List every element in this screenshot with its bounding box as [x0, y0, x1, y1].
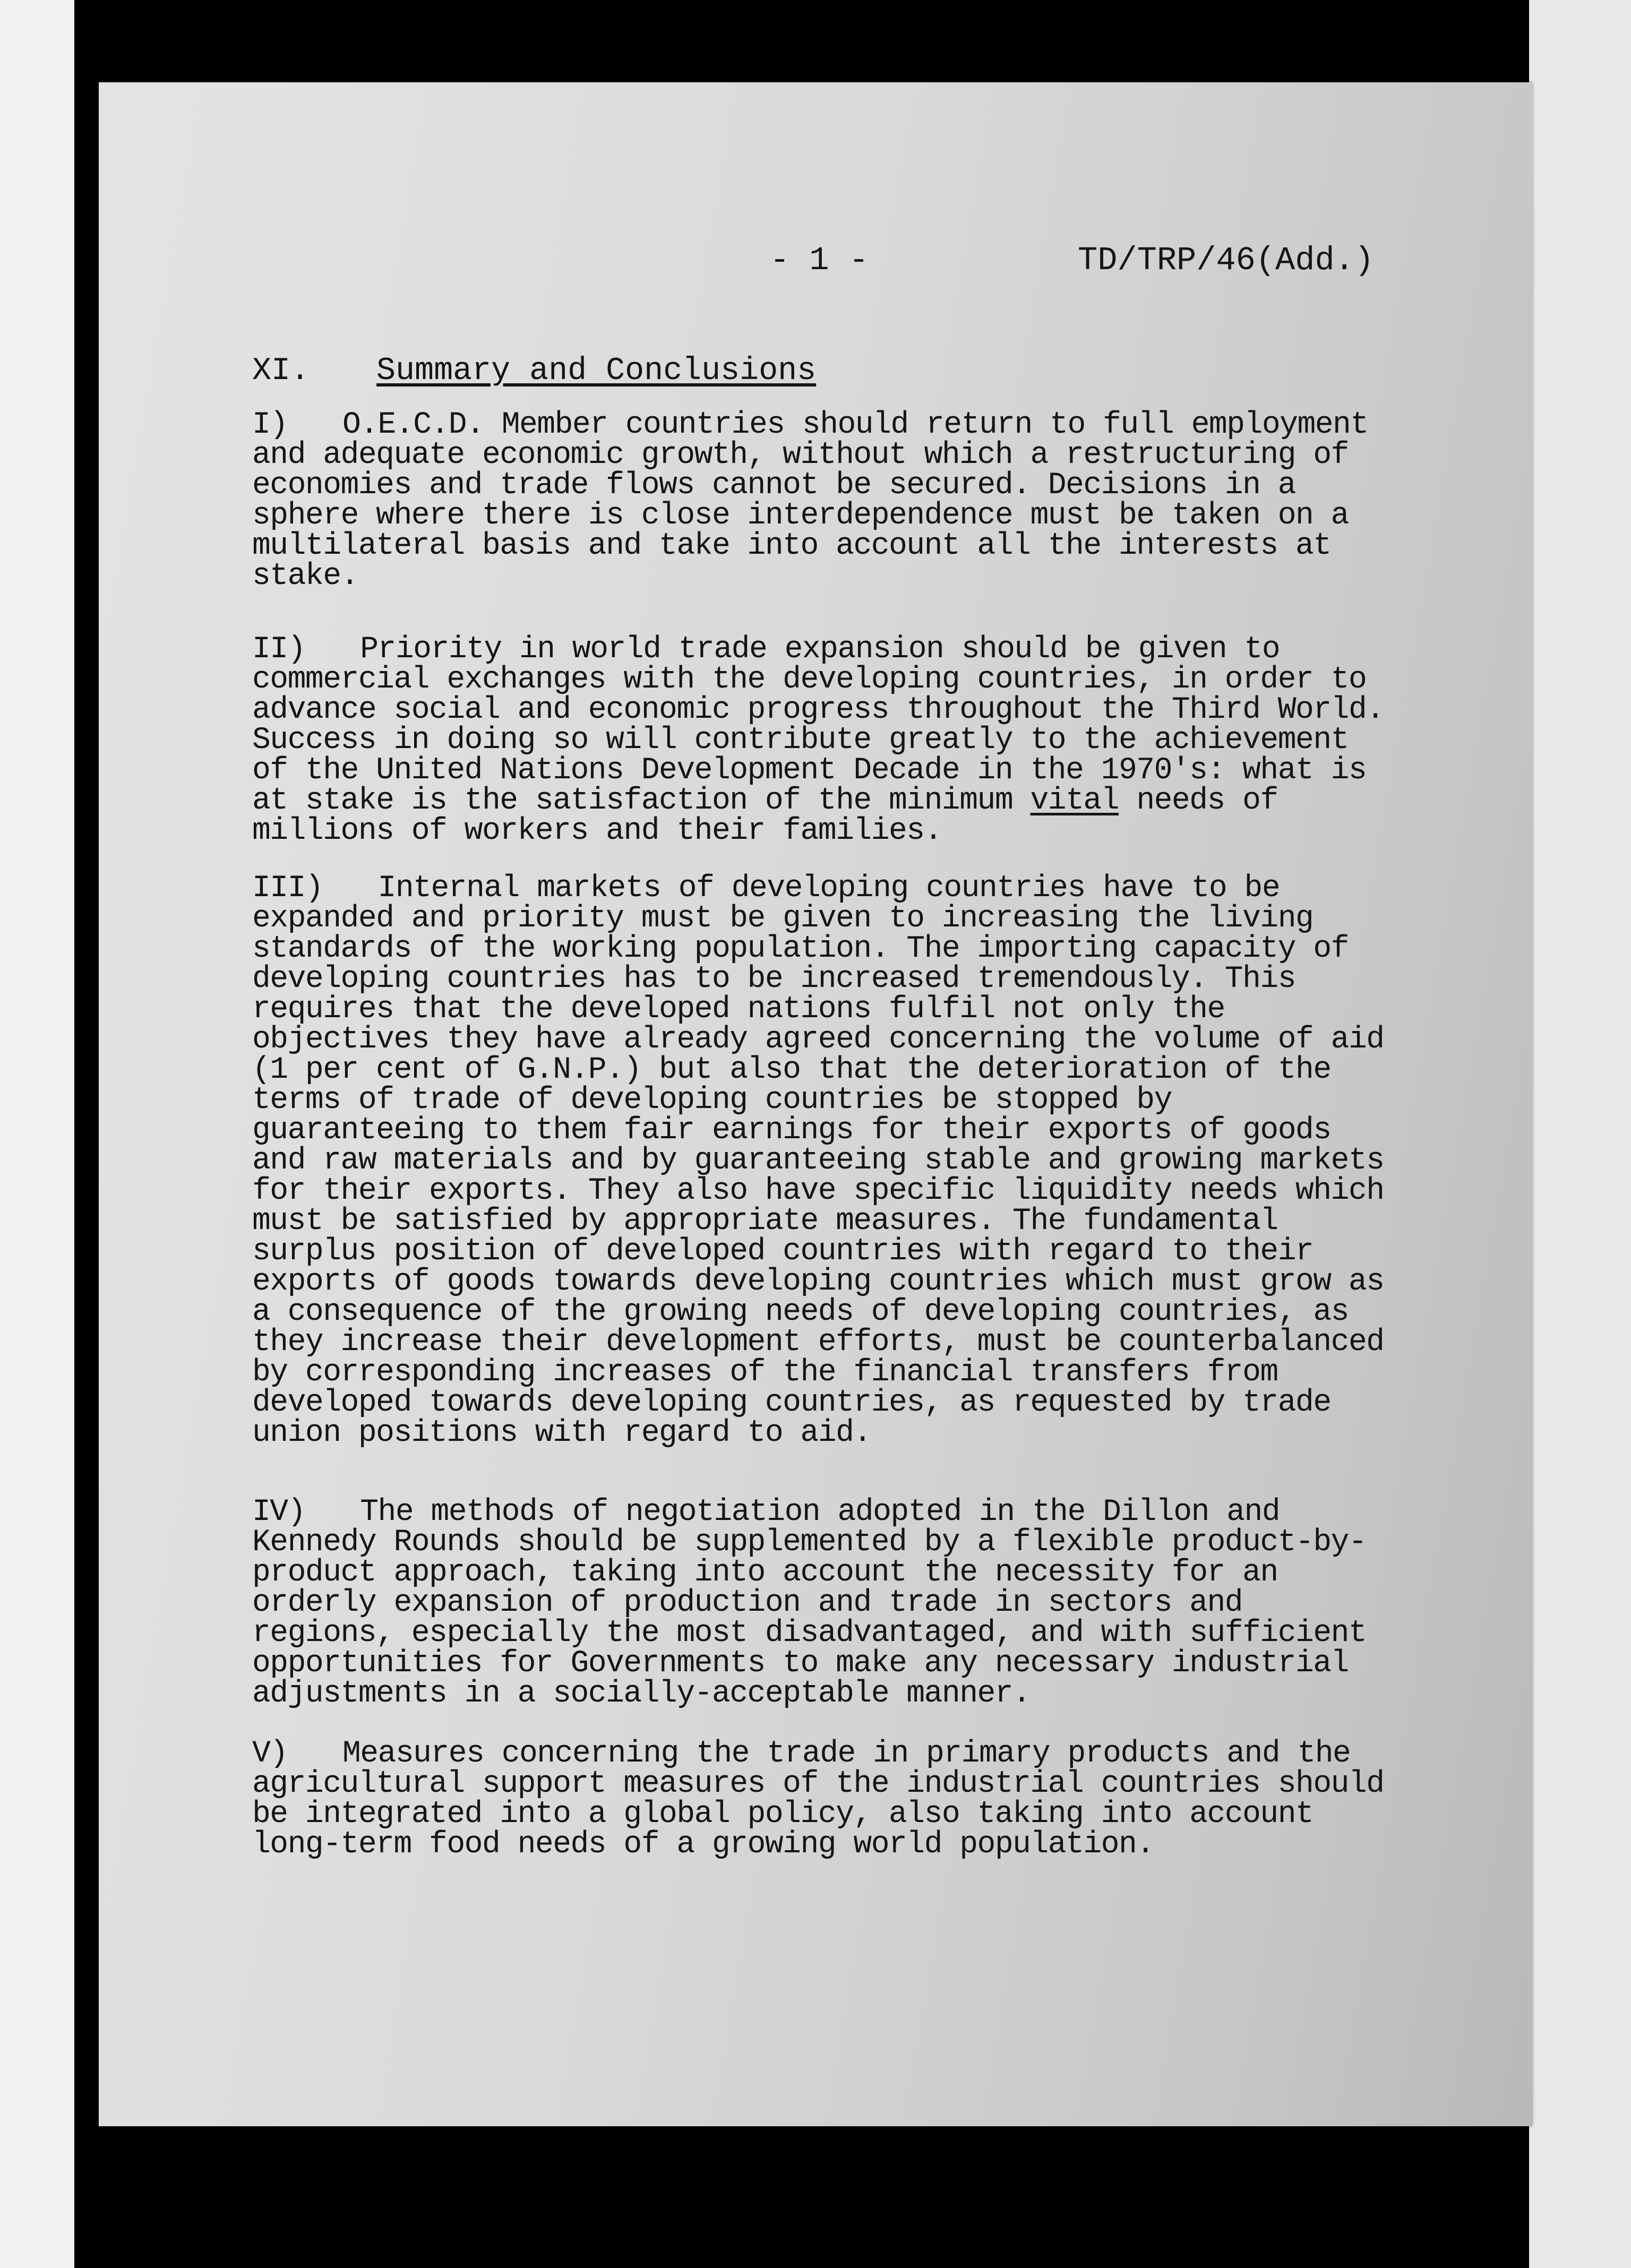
scan-border-right [1529, 0, 1631, 2268]
paragraph-marker: I) [252, 408, 288, 442]
paragraph-5 [252, 1739, 1394, 1860]
section-number: XI. [252, 353, 310, 389]
paragraph-text: Priority in world trade expansion should be given to commercial exchanges with the developing countries, in order to advance social and economic progress throughout the Third World. Success in doing so will contribute greatly to the achievement of the United Nations Development Decade in the 1970's: what is at stake is the satisfaction of the minimum [252, 632, 1384, 818]
page-number: - 1 - [770, 242, 869, 279]
paragraph-text: Internal markets of developing countries have to be expanded and priority must be given to increasing the living standards of the working population. The importing capacity of developing countries has to be increased tremendously. This requires that the developed nations fulfil not only the objectives they have already agreed concerning the volume of aid (1 per cent of G.N.P.) but also that the deterioration of the terms of trade of developing countries be stopped by guaranteeing to them fair earnings for their exports of goods and raw materials and by guaranteeing stable and growing markets for their exports. They also have specific liquidity needs which must be satisfied by appropriate measures. The fundamental surplus position of developed countries with regard to their exports of goods towards developing countries which must grow as a consequence of the growing needs of developing countries, as they increase their development efforts, must be counterbalanced by corresponding increases of the financial transfers from developed towards developing countries, as requested by trade union positions with regard to aid. [252, 871, 1384, 1450]
scan-border-left [0, 0, 74, 2268]
paragraph-text: O.E.C.D. Member countries should return to full employment and adequate economic growth, without which a restructuring of economies and trade flows cannot be secured. Decisions in a sphere where there is close interdependence must be taken on a multilateral basis and take into account all the interests at stake. [252, 408, 1368, 594]
paragraph-marker: III) [252, 871, 323, 906]
paragraph-2 [252, 634, 1394, 846]
paragraph-1 [252, 408, 1394, 594]
paragraph-marker: V) [252, 1737, 288, 1771]
paragraph-3 [252, 873, 1394, 1448]
document-code: TD/TRP/46(Add.) [1078, 242, 1375, 279]
section-title: Summary and Conclusions [376, 353, 817, 389]
paragraph-text-end: needs of millions of workers and their families. [252, 784, 1278, 848]
paragraph-marker: IV) [252, 1495, 305, 1530]
emphasized-word: vital [1030, 784, 1119, 818]
section-heading [252, 353, 816, 389]
paragraph-text: The methods of negotiation adopted in the Dillon and Kennedy Rounds should be supplemented by a flexible product-by-product approach, taking into account the necessity for an orderly expansion of production and trade in sectors and regions, especially the most disadvantaged, and with sufficient opportunities for Governments to make any necessary industrial adjustments in a socially-acceptable manner. [252, 1495, 1367, 1711]
paragraph-marker: II) [252, 632, 305, 667]
paragraph-text: Measures concerning the trade in primary products and the agricultural support measures of the industrial countries should be integrated into a global policy, also taking into account long-term food needs of a growing world population. [252, 1737, 1384, 1862]
paragraph-4 [252, 1497, 1394, 1709]
